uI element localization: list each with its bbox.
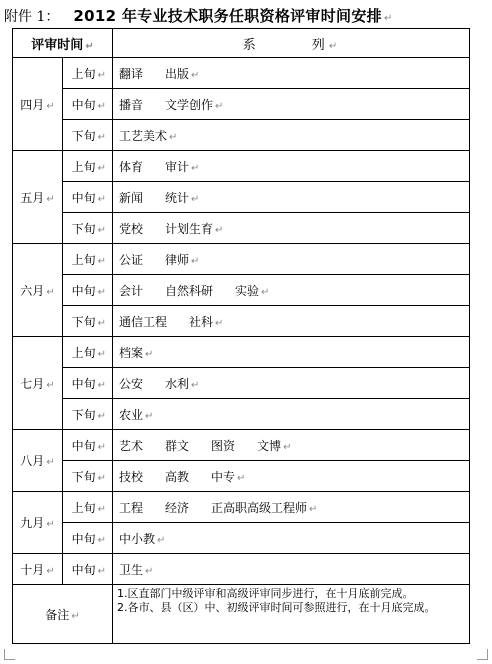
series-item: 体育 — [119, 159, 144, 174]
series-cell — [113, 306, 470, 337]
month-cell: 七月 ↵ — [13, 337, 63, 430]
paragraph-mark-icon: ↵ — [46, 100, 55, 112]
series-item: 工程 — [119, 500, 144, 515]
paragraph-mark-icon: ↵ — [309, 503, 318, 515]
paragraph-mark-icon: ↵ — [97, 348, 106, 360]
series-item: 公安 — [119, 376, 144, 391]
series-item: 文学创作 — [165, 97, 214, 112]
period-cell: 下旬 ↵ — [63, 213, 113, 244]
period-cell: 上旬 ↵ — [63, 151, 113, 182]
series-cell — [113, 430, 470, 461]
period-cell: 下旬 ↵ — [63, 399, 113, 430]
series-item: 农业 — [119, 407, 144, 422]
series-cell — [113, 213, 470, 244]
page-header — [4, 5, 488, 27]
remark-line: 1.区直部门中级评审和高级评审同步进行，在十月底前完成。 — [117, 587, 414, 600]
series-item: 经济 — [165, 500, 190, 515]
paragraph-mark-icon: ↵ — [85, 40, 94, 52]
crop-mark-bottom-left — [4, 649, 15, 660]
paragraph-mark-icon: ↵ — [97, 503, 106, 515]
paragraph-mark-icon: ↵ — [157, 534, 166, 546]
table-row — [13, 275, 470, 306]
paragraph-mark-icon: ↵ — [97, 255, 106, 267]
paragraph-mark-icon: ↵ — [97, 131, 106, 143]
series-item: 工艺美术 — [119, 128, 168, 143]
paragraph-mark-icon: ↵ — [46, 286, 55, 298]
period-cell: 下旬 ↵ — [63, 120, 113, 151]
paragraph-mark-icon: ↵ — [383, 13, 393, 24]
remarks-content — [113, 585, 470, 644]
month-cell: 六月 ↵ — [13, 244, 63, 337]
paragraph-mark-icon: ↵ — [97, 317, 106, 329]
table-row — [13, 554, 470, 585]
paragraph-mark-icon: ↵ — [46, 565, 55, 577]
paragraph-mark-icon: ↵ — [97, 69, 106, 81]
series-cell — [113, 89, 470, 120]
table-row — [13, 523, 470, 554]
paragraph-mark-icon: ↵ — [46, 193, 55, 205]
series-item: 社科 — [189, 314, 214, 329]
paragraph-mark-icon: ↵ — [97, 286, 106, 298]
series-item: 律师 — [165, 252, 190, 267]
period-cell: 上旬 ↵ — [63, 244, 113, 275]
paragraph-mark-icon: ↵ — [97, 379, 106, 391]
series-cell — [113, 492, 470, 523]
series-item: 审计 — [165, 159, 190, 174]
period-cell: 中旬 ↵ — [63, 89, 113, 120]
table-row — [13, 182, 470, 213]
period-cell: 中旬 ↵ — [63, 430, 113, 461]
period-cell: 中旬 ↵ — [63, 275, 113, 306]
paragraph-mark-icon: ↵ — [191, 162, 200, 174]
series-item: 播音 — [119, 97, 144, 112]
paragraph-mark-icon: ↵ — [191, 255, 200, 267]
series-item: 新闻 — [119, 190, 144, 205]
series-cell — [113, 399, 470, 430]
series-item: 卫生 — [119, 562, 144, 577]
table-row — [13, 244, 470, 275]
paragraph-mark-icon: ↵ — [328, 40, 340, 52]
series-item: 档案 — [119, 345, 144, 360]
series-item: 计划生育 — [165, 221, 214, 236]
paragraph-mark-icon: ↵ — [97, 224, 106, 236]
series-cell — [113, 554, 470, 585]
table-row — [13, 492, 470, 523]
paragraph-mark-icon: ↵ — [191, 379, 200, 391]
paragraph-mark-icon: ↵ — [145, 565, 154, 577]
paragraph-mark-icon: ↵ — [237, 472, 246, 484]
header-cell-series: 系 列 ↵ — [113, 29, 470, 58]
series-cell — [113, 337, 470, 368]
paragraph-mark-icon: ↵ — [191, 193, 200, 205]
paragraph-mark-icon: ↵ — [215, 317, 224, 329]
month-cell: 八月 ↵ — [13, 430, 63, 492]
series-item: 文博 — [257, 438, 282, 453]
series-item: 图资 — [211, 438, 236, 453]
table-row — [13, 89, 470, 120]
remarks-label: 备注 ↵ — [13, 585, 113, 644]
schedule-table — [12, 28, 470, 644]
series-item: 艺术 — [119, 438, 144, 453]
period-cell: 上旬 ↵ — [63, 337, 113, 368]
series-item: 会计 — [119, 283, 144, 298]
table-header-row — [13, 29, 470, 58]
paragraph-mark-icon: ↵ — [215, 100, 224, 112]
table-row — [13, 399, 470, 430]
remark-line: 2.各市、县（区）中、初级评审时间可参照进行，在十月底完成。 — [117, 601, 436, 614]
paragraph-mark-icon: ↵ — [46, 379, 55, 391]
series-cell — [113, 120, 470, 151]
paragraph-mark-icon: ↵ — [145, 410, 154, 422]
table-row — [13, 306, 470, 337]
series-item: 实验 — [235, 283, 260, 298]
paragraph-mark-icon: ↵ — [215, 224, 224, 236]
series-item: 群文 — [165, 438, 190, 453]
paragraph-mark-icon: ↵ — [46, 519, 55, 530]
remarks-row — [13, 585, 470, 644]
table-row — [13, 213, 470, 244]
paragraph-mark-icon: ↵ — [97, 534, 106, 546]
crop-mark-bottom-right — [477, 649, 488, 660]
month-cell: 五月 ↵ — [13, 151, 63, 244]
series-cell — [113, 182, 470, 213]
period-cell: 中旬 ↵ — [63, 523, 113, 554]
table-row — [13, 368, 470, 399]
paragraph-mark-icon: ↵ — [97, 441, 106, 453]
series-cell — [113, 523, 470, 554]
series-cell — [113, 275, 470, 306]
series-cell — [113, 244, 470, 275]
series-item: 统计 — [165, 190, 190, 205]
table-row — [13, 58, 470, 89]
series-item: 中专 — [211, 469, 236, 484]
period-cell: 上旬 ↵ — [63, 58, 113, 89]
series-item: 水利 — [165, 376, 190, 391]
period-cell: 中旬 ↵ — [63, 368, 113, 399]
paragraph-mark-icon: ↵ — [46, 457, 55, 468]
table-row — [13, 461, 470, 492]
paragraph-mark-icon: ↵ — [97, 162, 106, 174]
period-cell: 中旬 ↵ — [63, 182, 113, 213]
paragraph-mark-icon: ↵ — [97, 410, 106, 422]
paragraph-mark-icon: ↵ — [97, 100, 106, 112]
series-cell — [113, 461, 470, 492]
period-cell: 中旬 ↵ — [63, 554, 113, 585]
series-cell — [113, 58, 470, 89]
month-cell: 九月 ↵ — [13, 492, 63, 554]
month-cell: 十月 ↵ — [13, 554, 63, 585]
table-row — [13, 151, 470, 182]
series-item: 高教 — [165, 469, 190, 484]
paragraph-mark-icon: ↵ — [261, 286, 270, 298]
attachment-label: 附件 1： — [4, 9, 60, 25]
paragraph-mark-icon: ↵ — [97, 193, 106, 205]
paragraph-mark-icon: ↵ — [283, 441, 292, 453]
series-item: 正高职高级工程师 — [211, 500, 308, 515]
series-item: 自然科研 — [165, 283, 214, 298]
series-item: 通信工程 — [119, 314, 168, 329]
paragraph-mark-icon: ↵ — [97, 565, 106, 577]
series-item: 公证 — [119, 252, 144, 267]
table-row — [13, 430, 470, 461]
series-item: 中小教 — [119, 531, 156, 546]
period-cell: 下旬 ↵ — [63, 461, 113, 492]
series-item: 翻译 — [119, 66, 144, 81]
series-cell — [113, 151, 470, 182]
series-item: 党校 — [119, 221, 144, 236]
table-row — [13, 120, 470, 151]
series-cell — [113, 368, 470, 399]
document-title: 2012 年专业技术职务任职资格评审时间安排 — [73, 7, 382, 25]
series-item: 技校 — [119, 469, 144, 484]
series-item: 出版 — [165, 66, 190, 81]
paragraph-mark-icon: ↵ — [97, 472, 106, 484]
month-cell: 四月 ↵ — [13, 58, 63, 151]
period-cell: 上旬 ↵ — [63, 492, 113, 523]
paragraph-mark-icon: ↵ — [169, 131, 178, 143]
table-row — [13, 337, 470, 368]
paragraph-mark-icon: ↵ — [145, 348, 154, 360]
period-cell: 下旬 ↵ — [63, 306, 113, 337]
paragraph-mark-icon: ↵ — [191, 69, 200, 81]
paragraph-mark-icon: ↵ — [71, 610, 80, 622]
header-cell-review-time: 评审时间 ↵ — [13, 29, 113, 58]
